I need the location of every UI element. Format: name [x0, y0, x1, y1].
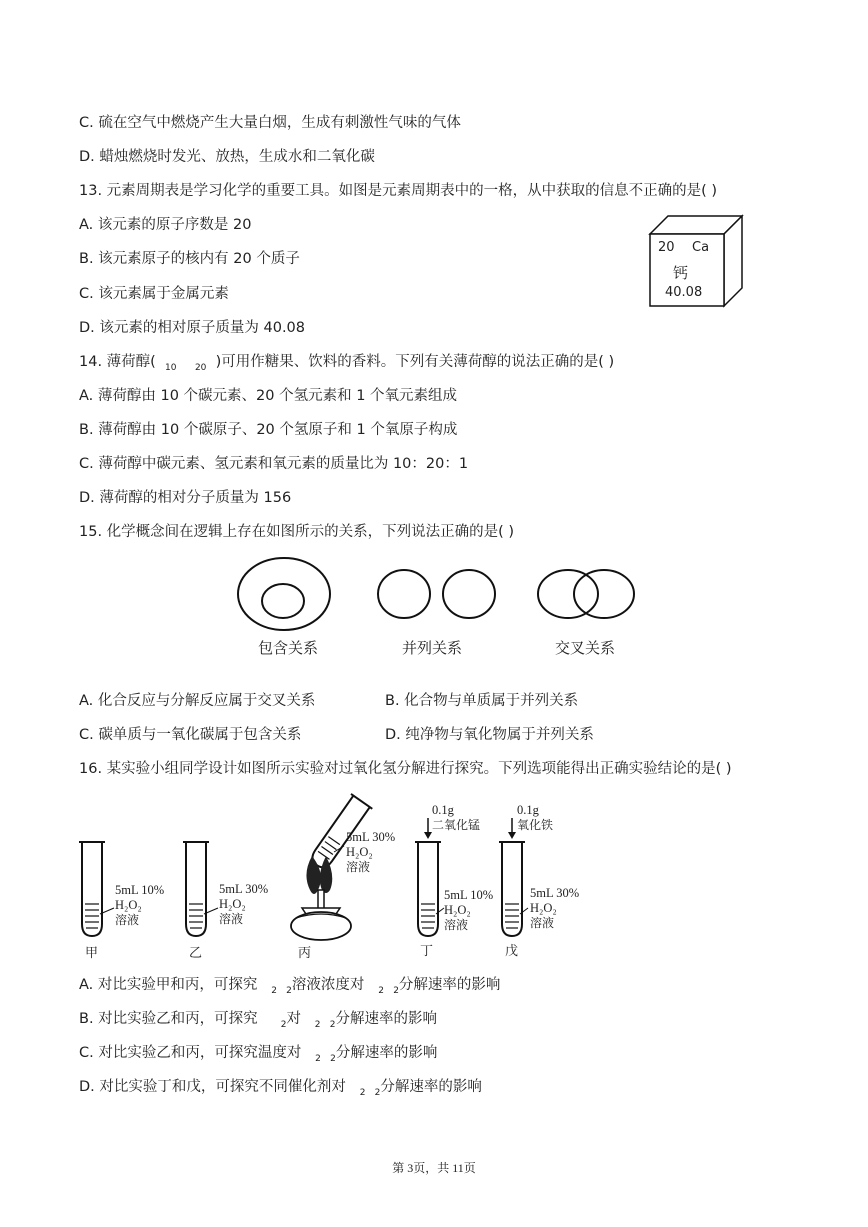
inner-circle: [262, 584, 304, 618]
tube-jia-caption: 甲: [85, 946, 99, 961]
tube-ding-label: 5mL 10% H₂O₂ 溶液: [444, 888, 494, 932]
cross-circle-left: [538, 570, 598, 618]
set-relation-diagram: [0, 558, 868, 638]
outer-circle: [238, 558, 330, 630]
q15-option-a: A. 化合反应与分解反应属于交叉关系: [79, 693, 316, 709]
atomic-mass: 40.08: [665, 285, 703, 300]
q14-option-b: B. 薄荷醇由 10 个碳原子、20 个氢原子和 1 个氧原子构成: [79, 422, 458, 438]
q15-option-d: D. 纯净物与氧化物属于并列关系: [385, 727, 594, 743]
tube-ding: [415, 818, 444, 936]
tube-wu-label: 5mL 30% H₂O₂ 溶液: [530, 886, 580, 930]
element-symbol: Ca: [692, 240, 710, 255]
tube-wu-caption: 戊: [505, 944, 519, 959]
q16-option-b: B. 对比实验乙和丙，可探究 $_2$对 $_2$ $_2$分解速率的影响: [79, 1011, 437, 1030]
q15-option-b: B. 化合物与单质属于并列关系: [385, 693, 579, 709]
q15-option-c: C. 碳单质与一氧化碳属于包含关系: [79, 727, 302, 743]
tube-wu: [499, 818, 528, 936]
parallel-circle-left: [378, 570, 430, 618]
element-name: 钙: [673, 264, 689, 282]
label-parallel: 并列关系: [402, 639, 463, 657]
q12-option-c: C. 硫在空气中燃烧产生大量白烟，生成有刺激性气味的气体: [79, 115, 461, 131]
q15-stem: 15. 化学概念间在逻辑上存在如图所示的关系，下列说法正确的是( ): [79, 524, 515, 540]
q16-option-c: C. 对比实验乙和丙，可探究温度对 $_2$ $_2$分解速率的影响: [79, 1045, 438, 1064]
q14-option-a: A. 薄荷醇由 10 个碳元素、20 个氢元素和 1 个氧元素组成: [79, 388, 458, 404]
tube-jia: [79, 842, 114, 936]
tube-yi-caption: 乙: [189, 946, 203, 961]
parallel-circle-right: [443, 570, 495, 618]
q14-option-c: C. 薄荷醇中碳元素、氢元素和氧元素的质量比为 10：20：1: [79, 456, 469, 472]
q13-option-a: A. 该元素的原子序数是 20: [79, 217, 252, 233]
q13-stem: 13. 元素周期表是学习化学的重要工具。如图是元素周期表中的一格，从中获取的信息不正确的是( ): [79, 183, 718, 199]
q13-option-d: D. 该元素的相对原子质量为 40.08: [79, 320, 306, 336]
q13-option-c: C. 该元素属于金属元素: [79, 286, 229, 302]
tube-jia-label: 5mL 10% H₂O₂ 溶液: [115, 883, 165, 927]
page-footer: 第 3页，共 11页: [392, 1161, 476, 1175]
q16-stem: 16. 某实验小组同学设计如图所示实验对过氧化氢分解进行探究。下列选项能得出正确实验结论的是( ): [79, 761, 732, 777]
periodic-cell: [648, 214, 744, 308]
tube-bing-caption: 丙: [298, 946, 312, 961]
label-inclusion: 包含关系: [258, 639, 319, 657]
tube-yi: [183, 842, 218, 936]
atomic-number: 20: [658, 240, 675, 255]
q13-option-b: B. 该元素原子的核内有 20 个质子: [79, 251, 300, 267]
cross-circle-right: [574, 570, 634, 618]
tube-ding-caption: 丁: [420, 944, 434, 959]
q12-option-d: D. 蜡烛燃烧时发光、放热，生成水和二氧化碳: [79, 149, 375, 165]
q14-option-d: D. 薄荷醇的相对分子质量为 156: [79, 490, 292, 506]
tube-wu-catalyst: 0.1g 氧化铁: [517, 803, 554, 832]
tube-ding-catalyst: 0.1g 二氧化锰: [432, 803, 481, 832]
q14-stem: 14. 薄荷醇( $_{10}$ $_{20}$ )可用作糖果、饮料的香料。下列有关薄荷醇的说法正确的是( ): [79, 354, 615, 373]
q16-option-d: D. 对比实验丁和戊，可探究不同催化剂对 $_2$ $_2$分解速率的影响: [79, 1079, 482, 1098]
label-cross: 交叉关系: [555, 639, 616, 657]
tube-bing-label: 5mL 30% H₂O₂ 溶液: [346, 830, 396, 874]
q16-option-a: A. 对比实验甲和丙，可探究 $_2$ $_2$溶液浓度对 $_2$ $_2$分解速率的影响: [79, 977, 501, 996]
tube-yi-label: 5mL 30% H₂O₂ 溶液: [219, 882, 269, 926]
